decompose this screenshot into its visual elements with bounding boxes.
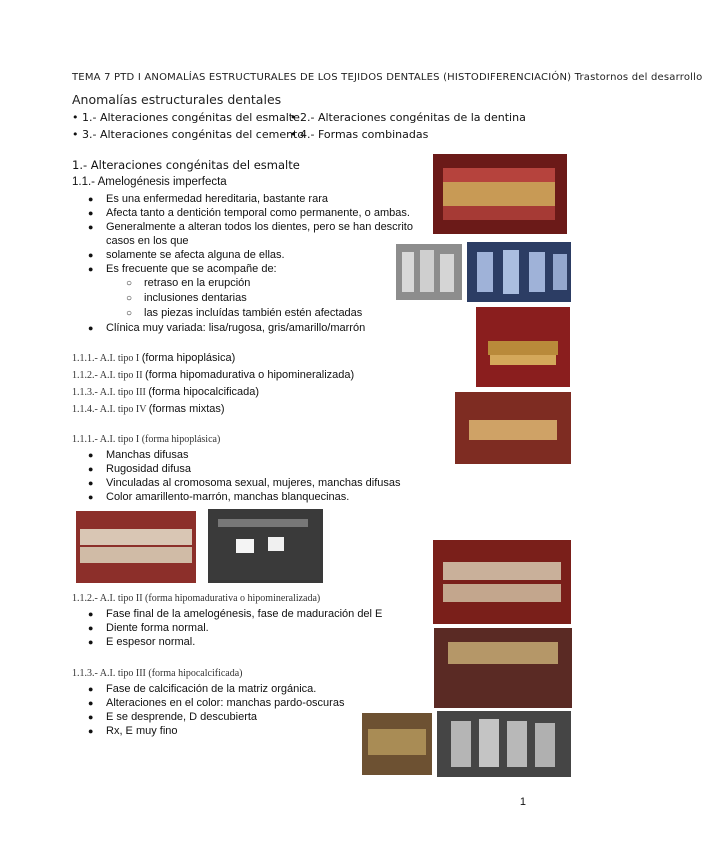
dental-photo-1	[433, 154, 567, 234]
xray-image-3	[208, 509, 323, 583]
tipo3-bullets	[86, 682, 376, 738]
list-item: ● Rx, E muy fino	[86, 724, 376, 738]
list-item: ● Clínica muy variada: lisa/rugosa, gris/amarillo/marrón	[86, 321, 426, 335]
list-item: ● Afecta tanto a dentición temporal como permanente, o ambas.	[86, 206, 426, 220]
list-item: ● Rugosidad difusa	[86, 462, 416, 476]
tipo2-title: 1.1.2.- A.I. tipo II (forma hipomadurativa o hipomineralizada)	[72, 593, 321, 604]
toc-item-3: • 3.- Alteraciones congénitas del cemento	[72, 128, 305, 141]
tipo1-bullets	[86, 448, 416, 504]
dental-photo-3	[455, 392, 571, 464]
list-item: ● Manchas difusas	[86, 448, 416, 462]
type-line-4: 1.1.4.- A.I. tipo IV (formas mixtas)	[72, 403, 225, 415]
tipo1-title: 1.1.1.- A.I. tipo I (forma hipoplásica)	[72, 434, 221, 445]
sub-list-item: ○ retraso en la erupción	[126, 276, 426, 291]
dental-photo-7	[362, 713, 432, 775]
dental-photo-5	[433, 540, 571, 624]
list-item: ● solamente se afecta alguna de ellas.	[86, 248, 426, 262]
dental-photo-6	[434, 628, 572, 708]
xray-image-1	[396, 244, 462, 300]
type-line-2: 1.1.2.- A.I. tipo II (forma hipomadurativa o hipomineralizada)	[72, 369, 355, 381]
toc-item-2: • 2.- Alteraciones congénitas de la dentina	[290, 111, 526, 124]
list-item: ● Es frecuente que se acompañe de:	[86, 262, 426, 276]
list-item: ● Fase de calcificación de la matriz orgánica.	[86, 682, 376, 696]
toc-item-4: • 4.- Formas combinadas	[290, 128, 429, 141]
section1-bullets	[86, 192, 426, 335]
sub-list-item: ○ inclusiones dentarias	[126, 291, 426, 306]
sub-list-item: ○ las piezas incluídas también estén afectadas	[126, 306, 426, 321]
page-header: TEMA 7 PTD I ANOMALÍAS ESTRUCTURALES DE LOS TEJIDOS DENTALES (HISTODIFERENCIACIÓN) Trastornos del desarrollo	[72, 72, 702, 83]
type-line-1: 1.1.1.- A.I. tipo I (forma hipoplásica)	[72, 352, 236, 364]
list-item: ● Diente forma normal.	[86, 621, 416, 635]
tipo3-title: 1.1.3.- A.I. tipo III (forma hipocalcificada)	[72, 668, 243, 679]
section-title: 1.- Alteraciones congénitas del esmalte	[72, 158, 300, 172]
tipo2-bullets	[86, 607, 416, 649]
list-item: ● Fase final de la amelogénesis, fase de maduración del E	[86, 607, 416, 621]
list-item: ● E se desprende, D descubierta	[86, 710, 376, 724]
dental-photo-4	[76, 511, 196, 583]
page-number: 1	[519, 796, 526, 808]
subsection-title: 1.1.- Amelogénesis imperfecta	[72, 176, 227, 188]
dental-photo-2	[476, 307, 570, 387]
list-item: ● Generalmente a alteran todos los dientes, pero se han descrito casos en los que	[86, 220, 426, 248]
list-item: ● Color amarillento-marrón, manchas blanquecinas.	[86, 490, 416, 504]
list-item: ● Alteraciones en el color: manchas pardo-oscuras	[86, 696, 376, 710]
list-item: ● Vinculadas al cromosoma sexual, mujeres, manchas difusas	[86, 476, 416, 490]
toc-item-1: • 1.- Alteraciones congénitas del esmalte	[72, 111, 300, 124]
type-line-3: 1.1.3.- A.I. tipo III (forma hipocalcificada)	[72, 386, 260, 398]
xray-image-4	[437, 711, 571, 777]
page-subtitle: Anomalías estructurales dentales	[72, 92, 282, 107]
list-item: ● E espesor normal.	[86, 635, 416, 649]
xray-image-2	[467, 242, 571, 302]
list-item: ● Es una enfermedad hereditaria, bastante rara	[86, 192, 426, 206]
